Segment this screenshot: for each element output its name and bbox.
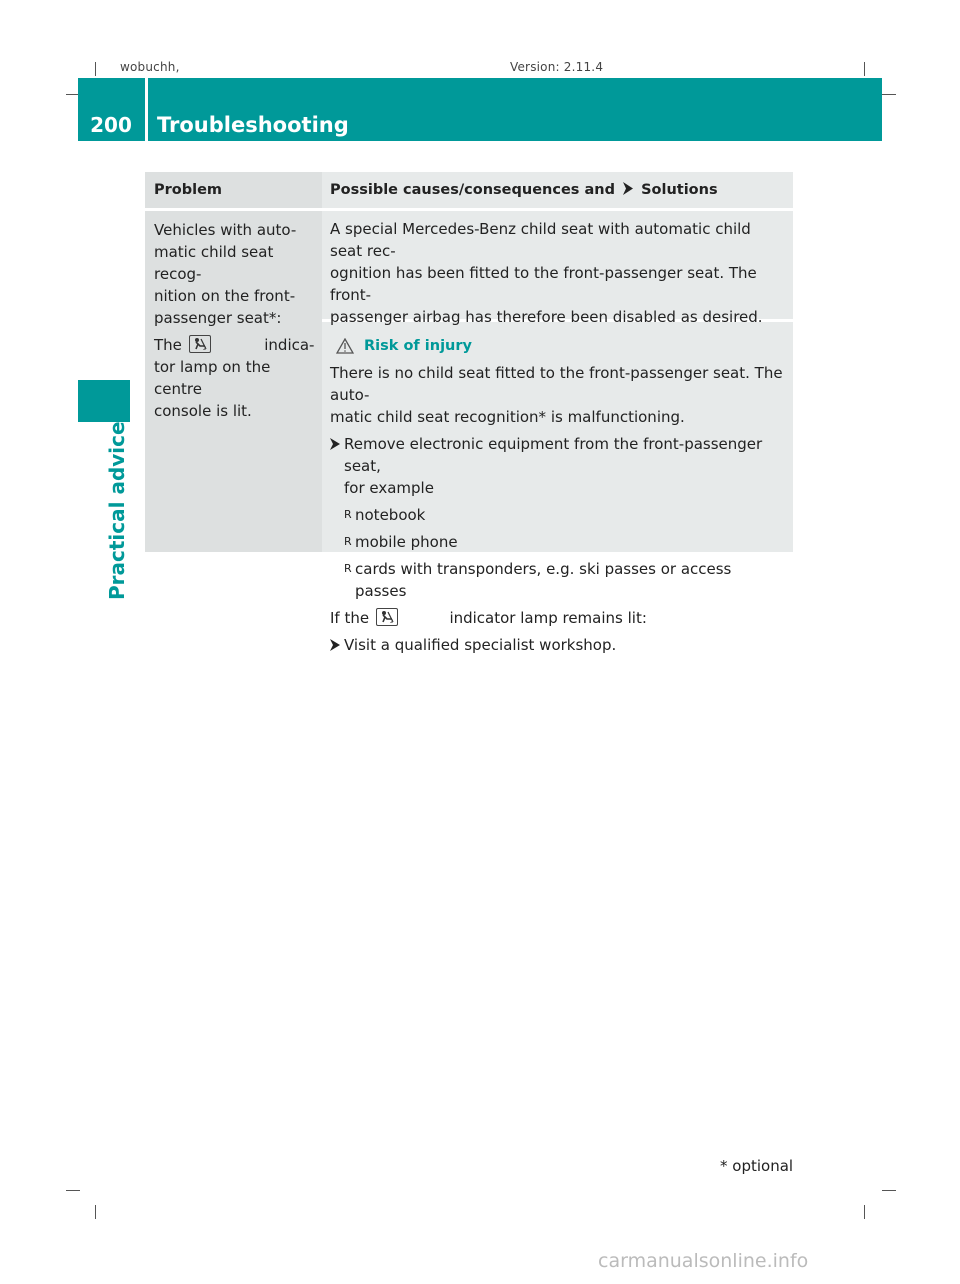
- lamp-remains-text: If the: [330, 609, 370, 627]
- section-tab: [78, 380, 130, 422]
- cause-line: A special Mercedes-Benz child seat with automatic child seat rec-: [330, 220, 751, 260]
- crop-mark: [864, 1205, 865, 1219]
- section-label: Practical advice: [105, 421, 129, 600]
- action-line: Remove electronic equipment from the front-passenger seat,: [344, 435, 763, 475]
- list-item-text: notebook: [355, 506, 426, 524]
- table-row: [145, 211, 793, 654]
- problem-line: Vehicles with auto-: [154, 221, 297, 239]
- action-arrow-icon: [330, 438, 340, 450]
- problem-cell: [145, 211, 322, 552]
- warning-triangle-icon: [336, 338, 354, 354]
- problem-line: nition on the front-: [154, 287, 296, 305]
- header-causes-text: Possible causes/consequences and: [330, 182, 615, 198]
- header-causes: [322, 172, 793, 208]
- crop-mark: [864, 62, 865, 76]
- optional-footnote: * optional: [720, 1157, 794, 1175]
- warning-line: There is no child seat fitted to the front-passenger seat. The auto-: [330, 364, 783, 404]
- problem-line: tor lamp on the centre: [154, 358, 271, 398]
- file-meta: wobuchh,: [120, 60, 180, 74]
- crop-mark: [95, 62, 96, 76]
- watermark: carmanualsonline.info: [598, 1250, 809, 1272]
- bullet-mark: R: [344, 562, 352, 575]
- action-step: [330, 433, 787, 499]
- list-item-text: mobile phone: [355, 533, 458, 551]
- crop-mark: [95, 1205, 96, 1219]
- lamp-remains-text: indicator lamp remains lit:: [449, 609, 647, 627]
- cause-block: [322, 211, 793, 326]
- action-line: Visit a qualified specialist workshop.: [344, 636, 617, 654]
- warning-title: [336, 335, 787, 357]
- page-number: 200: [90, 113, 132, 137]
- cause-line: passenger airbag has therefore been disabled as desired.: [330, 308, 763, 326]
- list-item-text: cards with transponders, e.g. ski passes or access passes: [355, 560, 732, 600]
- bullet-mark: R: [344, 508, 352, 521]
- airbag-off-lamp-icon: [189, 335, 211, 353]
- lamp-remains-line: [330, 607, 787, 629]
- crop-mark: [882, 1190, 896, 1191]
- problem-lamp-text: The: [154, 336, 182, 354]
- warning-title-text: Risk of injury: [364, 338, 472, 354]
- airbag-off-lamp-icon: [376, 608, 398, 626]
- list-item: [344, 531, 787, 553]
- problem-lamp-line: [154, 334, 322, 356]
- troubleshooting-table: [145, 172, 793, 654]
- warning-line: matic child seat recognition* is malfunctioning.: [330, 408, 685, 426]
- cause-line: ognition has been fitted to the front-passenger seat. The front-: [330, 264, 757, 304]
- version-meta: Version: 2.11.4: [510, 60, 604, 74]
- solution-arrow-icon: [622, 182, 634, 195]
- action-arrow-icon: [330, 639, 340, 651]
- svg-text:2: 2: [389, 619, 394, 624]
- page-title: Troubleshooting: [157, 113, 349, 137]
- warning-block: [322, 322, 793, 654]
- table-header-row: [145, 172, 793, 208]
- solution-cell: [322, 211, 793, 654]
- header-solutions-text: Solutions: [641, 182, 718, 198]
- problem-line: matic child seat recog-: [154, 243, 274, 283]
- action-line: for example: [344, 479, 434, 497]
- problem-line: passenger seat*:: [154, 309, 282, 327]
- crop-mark: [66, 1190, 80, 1191]
- problem-line: console is lit.: [154, 402, 252, 420]
- problem-lamp-text: indica-: [264, 336, 315, 354]
- action-step: [330, 634, 787, 656]
- header-separator: [145, 78, 148, 141]
- bullet-mark: R: [344, 535, 352, 548]
- list-item: [344, 504, 787, 526]
- list-item: [344, 558, 787, 602]
- crop-mark: [882, 94, 896, 95]
- svg-text:2: 2: [202, 346, 206, 351]
- header-problem: Problem: [154, 182, 223, 198]
